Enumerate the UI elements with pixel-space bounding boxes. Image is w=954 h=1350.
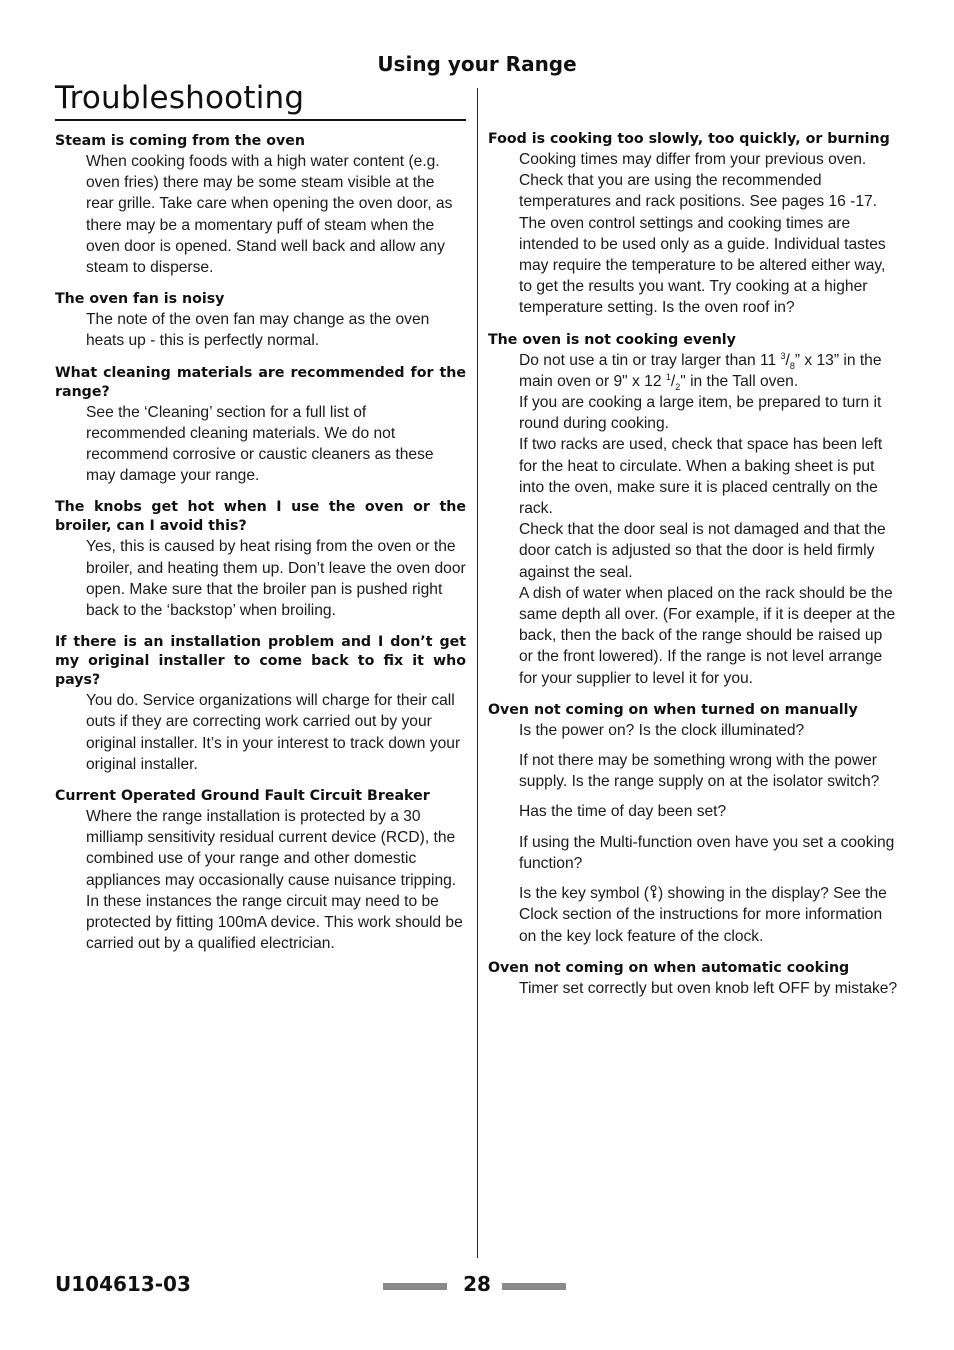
column-divider bbox=[477, 88, 478, 1258]
faq-answer: Has the time of day been set? bbox=[519, 803, 727, 821]
faq-question: Food is cooking too slowly, too quickly, or burning bbox=[488, 131, 890, 147]
faq-fan-noise bbox=[55, 290, 466, 351]
faq-question: The oven is not cooking evenly bbox=[488, 331, 736, 348]
faq-question: Oven not coming on when turned on manually bbox=[488, 701, 858, 718]
page-title: Troubleshooting bbox=[55, 80, 305, 116]
faq-steam bbox=[55, 132, 466, 278]
faq-uneven-cooking bbox=[488, 331, 900, 689]
faq-question: What cleaning materials are recommended for the range? bbox=[55, 364, 466, 400]
faq-hot-knobs bbox=[55, 498, 466, 621]
faq-question: Steam is coming from the oven bbox=[55, 133, 305, 149]
faq-answer: Yes, this is caused by heat rising from the oven or the broiler, and heating them up. Don’t leave the oven door open. Make sure that the broiler pan is pushed right back to the ‘backstop’ when broiling. bbox=[86, 538, 466, 620]
faq-answer: Where the range installation is protected by a 30 milliamp sensitivity residual current device (RCD), the combined use of your range and other domestic appliances may occasionally cause nuisance tripping. In these instances the range circuit may need to be protected by fitting 100mA device. This work should be carried out by a qualified electrician. bbox=[86, 808, 463, 953]
faq-answer: Do not use a tin or tray larger than 11 $^3/_8$” x 13” in the main oven or 9" x 12 $^1/_2$" in the Tall oven. bbox=[519, 350, 882, 392]
faq-answer: If you are cooking a large item, be prepared to turn it round during cooking. bbox=[519, 394, 882, 433]
faq-question: If there is an installation problem and I don’t get my original installer to come back to fix it who pays? bbox=[55, 634, 466, 689]
faq-auto-cooking bbox=[488, 959, 900, 999]
document-code: U104613-03 bbox=[55, 1272, 191, 1296]
faq-answer: If not there may be something wrong with the power supply. Is the range supply on at the isolator switch? bbox=[519, 752, 880, 791]
faq-answer: Is the power on? Is the clock illuminated? bbox=[519, 721, 805, 739]
faq-gfci bbox=[55, 787, 466, 954]
faq-manual-on bbox=[488, 701, 900, 947]
faq-answer: See the ‘Cleaning’ section for a full list of recommended cleaning materials. We do not recommend corrosive or caustic cleaners as these may damage your range. bbox=[86, 403, 434, 485]
faq-answer: If using the Multi-function oven have you set a cooking function? bbox=[519, 833, 895, 872]
right-column bbox=[488, 130, 900, 1011]
faq-answer: When cooking foods with a high water content (e.g. oven fries) there may be some steam visible at the rear grille. Take care when opening the oven door, as there may be a momentary puff of steam when the oven door is opened. Stand well back and allow any steam to disperse. bbox=[86, 153, 453, 277]
faq-question: Current Operated Ground Fault Circuit Breaker bbox=[55, 788, 430, 805]
faq-answer: Is the key symbol ( ) showing in the display? See the Clock section of the instructions for more information on the key lock feature of the clock. bbox=[519, 885, 887, 945]
faq-answer: Cooking times may differ from your previous oven. Check that you are using the recommended temperatures and rack positions. See pages 16 -17. The oven control settings and cooking times are intended to be used only as a guide. Individual tastes may require the temperature to be altered either way, to get the results you want. Try cooking at a higher temperature setting. Is the oven roof in? bbox=[519, 151, 886, 317]
faq-answer: Check that the door seal is not damaged and that the door catch is adjusted so that the door is held firmly against the seal. bbox=[519, 521, 886, 581]
footer-bar-right bbox=[502, 1283, 566, 1290]
faq-answer: The note of the oven fan may change as the oven heats up - this is perfectly normal. bbox=[86, 311, 430, 350]
faq-cooking-speed bbox=[488, 130, 900, 319]
faq-question: Oven not coming on when automatic cooking bbox=[488, 959, 850, 976]
faq-question: The knobs get hot when I use the oven or the broiler, can I avoid this? bbox=[55, 499, 466, 535]
faq-answer: A dish of water when placed on the rack should be the same depth all over. (For example, if it is deeper at the back, then the back of the range should be raised up or the front lowered). If the range is not level arrange for your supplier to level it for you. bbox=[519, 584, 896, 687]
left-column bbox=[55, 132, 466, 966]
faq-answer: You do. Service organizations will charge for their call outs if they are correcting work carried out by your original installer. It’s in your interest to track down your original installer. bbox=[86, 692, 461, 773]
key-icon bbox=[649, 885, 658, 899]
faq-installation bbox=[55, 633, 466, 775]
faq-question: The oven fan is noisy bbox=[55, 291, 225, 308]
faq-cleaning bbox=[55, 364, 466, 487]
running-header: Using your Range bbox=[377, 52, 577, 76]
faq-answer: If two racks are used, check that space has been left for the heat to circulate. When a baking sheet is put into the oven, make sure it is placed centrally on the rack. bbox=[519, 436, 883, 518]
faq-answer: Timer set correctly but oven knob left OFF by mistake? bbox=[519, 979, 898, 997]
title-underline bbox=[55, 119, 466, 121]
page-number: 28 bbox=[463, 1272, 491, 1296]
